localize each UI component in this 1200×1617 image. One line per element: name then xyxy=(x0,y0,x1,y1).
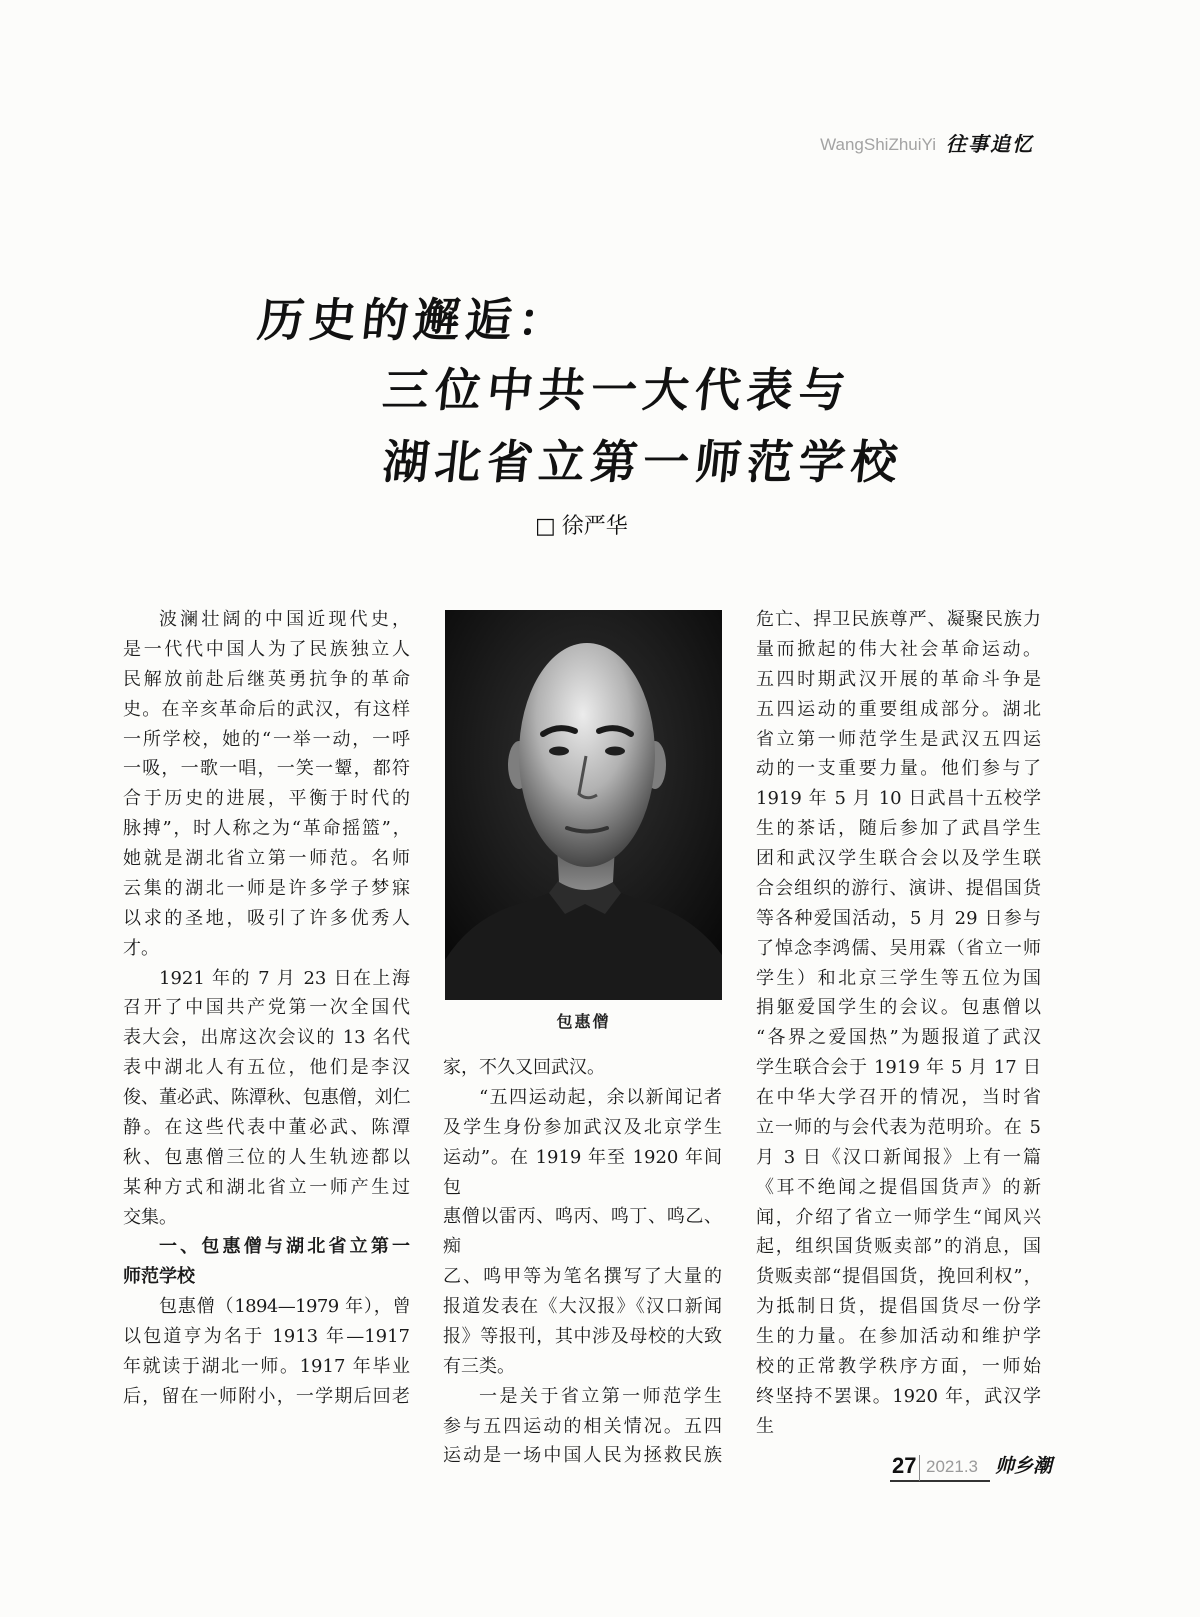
article-line: 是一代代中国人为了民族独立人 xyxy=(123,638,410,660)
article-line: 团和武汉学生联合会以及学生联 xyxy=(756,848,1041,869)
article-line: 1921 年的 7 月 23 日在上海 xyxy=(159,967,410,989)
article-line: 动的一支重要力量。他们参与了 xyxy=(756,758,1041,780)
article-line: 召开了中国共产党第一次全国代 xyxy=(123,997,410,1019)
article-line: 1919 年 5 月 10 日武昌十五校学 xyxy=(756,788,1041,810)
article-line: 学生联合会于 1919 年 5 月 17 日 xyxy=(756,1057,1041,1079)
article-line: 她就是湖北省立第一师范。名师 xyxy=(123,848,410,869)
article-line: 家，不久又回武汉。 xyxy=(443,1057,605,1078)
magazine-logo: 帅乡潮 xyxy=(995,1455,1053,1477)
article-title-line: 三位中共一大代表与 xyxy=(380,363,854,417)
article-line: 一吸，一歌一唱，一笑一颦，都符 xyxy=(123,758,410,780)
portrait-photo xyxy=(445,610,722,1000)
article-line: 了悼念李鸿儒、吴用霖（省立一师 xyxy=(756,937,1041,959)
article-line: 才。 xyxy=(123,937,159,959)
article-line: 惠僧以雷丙、鸣丙、鸣丁、鸣乙、痴 xyxy=(443,1206,722,1258)
article-line: 静。在这些代表中董必武、陈潭 xyxy=(123,1116,410,1138)
folio-divider xyxy=(919,1455,920,1481)
article-line: 学生）和北京三学生等五位为国 xyxy=(756,967,1041,989)
article-line: 合于历史的进展，平衡于时代的 xyxy=(123,788,410,810)
article-line: 月 3 日《汉口新闻报》上有一篇 xyxy=(756,1146,1041,1168)
article-line: 起，组织国货贩卖部”的消息，国 xyxy=(756,1236,1041,1258)
article-line: “五四运动起，余以新闻记者 xyxy=(479,1086,722,1108)
article-line: 捐躯爱国学生的会议。包惠僧以 xyxy=(756,997,1041,1019)
article-line: 校的正常教学秩序方面，一师始 xyxy=(756,1355,1041,1377)
article-line: 一是关于省立第一师范学生 xyxy=(479,1385,722,1407)
photo-caption: 包惠僧 xyxy=(556,1012,611,1031)
article-line: 俊、董必武、陈潭秋、包惠僧，刘仁 xyxy=(123,1087,410,1108)
article-line: 及学生身份参加武汉及北京学生 xyxy=(443,1116,722,1138)
article-line: 立一师的与会代表为范明玠。在 5 xyxy=(756,1116,1041,1138)
article-line: 秋、包惠僧三位的人生轨迹都以 xyxy=(123,1146,410,1168)
byline-box-icon: □ xyxy=(535,514,556,539)
article-line: 省立第一师范学生是武汉五四运 xyxy=(756,728,1041,750)
portrait-image xyxy=(445,610,722,1000)
article-line: 运动是一场中国人民为拯救民族 xyxy=(443,1445,722,1467)
article-line: 五四时期武汉开展的革命斗争是 xyxy=(756,668,1041,690)
author-byline xyxy=(535,512,628,542)
article-line: 合会组织的游行、演讲、提倡国货 xyxy=(756,877,1041,899)
article-line: 史。在辛亥革命后的武汉，有这样 xyxy=(123,698,410,720)
article-line: 后，留在一师附小，一学期后回老 xyxy=(123,1385,410,1407)
article-line: “各界之爱国热”为题报道了武汉 xyxy=(756,1027,1041,1049)
article-line: 年就读于湖北一师。1917 年毕业 xyxy=(123,1355,410,1377)
article-line: 报道发表在《大汉报》《汉口新闻 xyxy=(443,1296,722,1317)
text-column-3 xyxy=(756,605,1041,1442)
article-line: 脉搏”，时人称之为“革命摇篮”， xyxy=(123,818,410,840)
article-line: 为抵制日货，提倡国货尽一份学 xyxy=(756,1296,1041,1318)
article-line: 生的力量。在参加活动和维护学 xyxy=(756,1326,1041,1347)
article-line: 报》等报刊，其中涉及母校的大致 xyxy=(443,1325,722,1347)
article-line: 一所学校，她的“一举一动，一呼 xyxy=(123,728,410,750)
section-heading: 一、包惠僧与湖北省立第一 xyxy=(159,1236,410,1258)
section-label-latin: WangShiZhuiYi xyxy=(820,135,936,154)
section-label: 往事追忆 xyxy=(946,132,1034,156)
article-line: 在中华大学召开的情况，当时省 xyxy=(756,1087,1041,1108)
article-line: 表中湖北人有五位，他们是李汉 xyxy=(123,1057,410,1079)
article-line: 生的茶话，随后参加了武昌学生 xyxy=(756,818,1041,840)
article-line: 终坚持不罢课。1920 年，武汉学生 xyxy=(756,1385,1041,1437)
article-line: 民解放前赴后继英勇抗争的革命 xyxy=(123,668,410,690)
article-line: 量而掀起的伟大社会革命运动。 xyxy=(756,638,1041,660)
article-line: 等各种爱国活动，5 月 29 日参与 xyxy=(756,907,1041,929)
article-line: 波澜壮阔的中国近现代史， xyxy=(159,609,410,630)
author-name: 徐严华 xyxy=(561,514,628,539)
article-line: 五四运动的重要组成部分。湖北 xyxy=(756,698,1041,720)
text-column-1 xyxy=(123,605,410,1412)
article-title-line: 历史的邂逅： xyxy=(255,293,573,347)
article-line: 有三类。 xyxy=(443,1355,515,1377)
article-line: 某种方式和湖北省立一师产生过 xyxy=(123,1176,410,1198)
text-column-2 xyxy=(443,1053,722,1471)
article-line: 参与五四运动的相关情况。五四 xyxy=(443,1415,722,1437)
article-line: 以包道亨为名于 1913 年—1917 xyxy=(123,1326,410,1347)
issue-date: 2021.3 xyxy=(926,1457,978,1476)
article-title-line: 湖北省立第一师范学校 xyxy=(380,435,906,489)
article-line: 运动”。在 1919 年至 1920 年间包 xyxy=(443,1146,722,1198)
article-line: 交集。 xyxy=(123,1206,177,1228)
article-line: 货贩卖部“提倡国货，挽回利权”， xyxy=(756,1266,1041,1288)
article-line: 危亡、捍卫民族尊严、凝聚民族力 xyxy=(756,609,1041,630)
article-line: 以求的圣地，吸引了许多优秀人 xyxy=(123,907,410,929)
article-line: 闻，介绍了省立一师学生“闻风兴 xyxy=(756,1206,1041,1228)
page-number: 27 xyxy=(892,1453,917,1478)
article-line: 表大会，出席这次会议的 13 名代 xyxy=(123,1027,410,1049)
article-line: 乙、鸣甲等为笔名撰写了大量的 xyxy=(443,1266,722,1288)
section-heading: 师范学校 xyxy=(123,1266,195,1288)
article-line: 包惠僧（1894—1979 年），曾 xyxy=(159,1296,410,1318)
article-line: 云集的湖北一师是许多学子梦寐 xyxy=(123,877,410,899)
article-line: 《耳不绝闻之提倡国货声》的新 xyxy=(756,1176,1041,1198)
